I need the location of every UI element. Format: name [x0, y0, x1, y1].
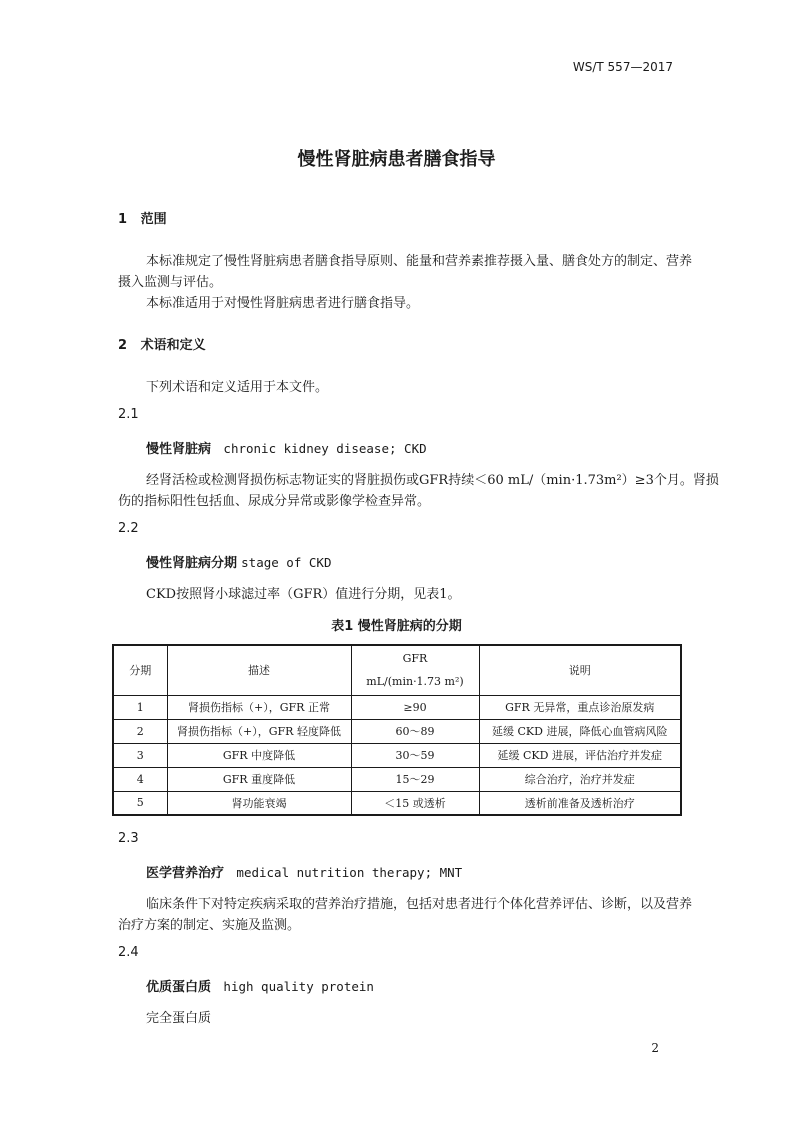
cell-gfr: ≥90: [351, 695, 479, 719]
cell-stage: 2: [113, 719, 167, 743]
term-en: stage of CKD: [241, 555, 332, 570]
table-row: [113, 743, 681, 767]
cell-desc: GFR 重度降低: [167, 767, 351, 791]
paragraph: 下列术语和定义适用于本文件。: [146, 380, 329, 395]
cell-note: GFR 无异常，重点诊治原发病: [479, 695, 681, 719]
term-en: chronic kidney disease; CKD: [223, 441, 427, 456]
term-number: 2.3: [118, 831, 139, 846]
definition: 完全蛋白质: [146, 1011, 212, 1026]
cell-desc: 肾功能衰竭: [167, 791, 351, 815]
table-header-row: [113, 645, 681, 695]
header-desc: 描述: [167, 645, 351, 695]
term-zh: 医学营养治疗: [146, 866, 225, 881]
cell-gfr: 60～89: [351, 719, 479, 743]
table-row: [113, 791, 681, 815]
term-zh: 慢性肾脏病分期: [146, 556, 238, 571]
header-note: 说明: [479, 645, 681, 695]
table-row: [113, 767, 681, 791]
definition-line: 临床条件下对特定疾病采取的营养治疗措施，包括对患者进行个体化营养评估、诊断，以及营养: [146, 897, 693, 912]
term-en: high quality protein: [223, 979, 374, 994]
page-number: 2: [651, 1041, 659, 1055]
table-caption: 表1 慢性肾脏病的分期: [331, 619, 462, 634]
term-zh: 慢性肾脏病: [146, 442, 212, 457]
table-row: [113, 695, 681, 719]
cell-note: 透析前准备及透析治疗: [479, 791, 681, 815]
standard-number: WS/T 557—2017: [572, 60, 673, 74]
cell-stage: 4: [113, 767, 167, 791]
section-1-heading: [118, 208, 167, 227]
definition: CKD按照肾小球滤过率（GFR）值进行分期，见表1。: [146, 587, 461, 602]
section-number: 2: [118, 338, 128, 353]
cell-stage: 1: [113, 695, 167, 719]
paragraph-line: 摄入监测与评估。: [118, 275, 223, 290]
term-heading: [146, 552, 331, 571]
term-heading: [146, 976, 374, 995]
cell-note: 综合治疗，治疗并发症: [479, 767, 681, 791]
section-2-heading: [118, 334, 206, 353]
table-row: [113, 719, 681, 743]
cell-desc: 肾损伤指标（+），GFR 轻度降低: [167, 719, 351, 743]
paragraph: 本标准适用于对慢性肾脏病患者进行膳食指导。: [146, 296, 420, 311]
header-stage: 分期: [113, 645, 167, 695]
header-gfr-label: GFR: [402, 652, 428, 666]
section-title: 范围: [140, 212, 167, 227]
page-title: 慢性肾脏病患者膳食指导: [297, 149, 496, 170]
definition-line: 治疗方案的制定、实施及监测。: [118, 918, 301, 933]
paragraph-line: 本标准规定了慢性肾脏病患者膳食指导原则、能量和营养素推荐摄入量、膳食处方的制定、营养: [146, 254, 693, 269]
cell-stage: 5: [113, 791, 167, 815]
section-title: 术语和定义: [140, 338, 206, 353]
cell-desc: GFR 中度降低: [167, 743, 351, 767]
term-number: 2.4: [118, 945, 139, 960]
cell-gfr: 30～59: [351, 743, 479, 767]
section-number: 1: [118, 212, 128, 227]
definition-line: 经肾活检或检测肾损伤标志物证实的肾脏损伤或GFR持续＜60 mL/（min·1.73m²）≥3个月。肾损: [146, 473, 719, 488]
term-number: 2.1: [118, 407, 139, 422]
term-number: 2.2: [118, 521, 139, 536]
definition-line: 伤的指标阳性包括血、尿成分异常或影像学检查异常。: [118, 494, 431, 509]
header-gfr-unit: mL/(min·1.73 m²): [366, 675, 464, 689]
term-heading: [146, 862, 462, 881]
cell-gfr: 15～29: [351, 767, 479, 791]
header-gfr: [351, 645, 479, 695]
cell-note: 延缓 CKD 进展，降低心血管病风险: [479, 719, 681, 743]
ckd-stage-table: [112, 644, 682, 816]
cell-stage: 3: [113, 743, 167, 767]
term-en: medical nutrition therapy; MNT: [236, 865, 463, 880]
term-heading: [146, 438, 427, 457]
cell-note: 延缓 CKD 进展，评估治疗并发症: [479, 743, 681, 767]
cell-desc: 肾损伤指标（+），GFR 正常: [167, 695, 351, 719]
cell-gfr: ＜15 或透析: [351, 791, 479, 815]
term-zh: 优质蛋白质: [146, 980, 212, 995]
